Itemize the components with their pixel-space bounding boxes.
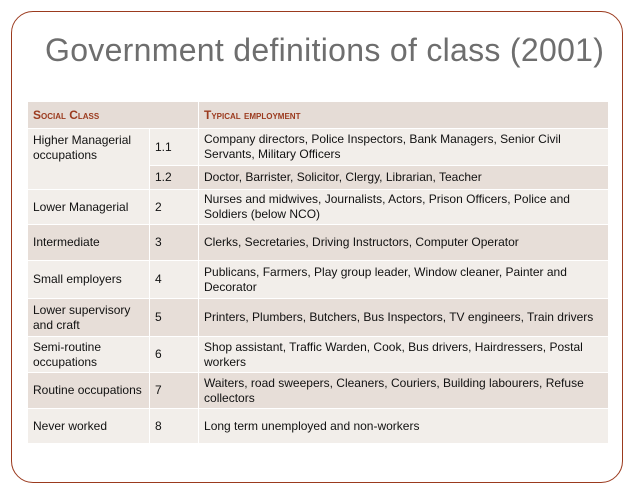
class-code-cell: 3 — [150, 225, 199, 261]
employment-cell: Doctor, Barrister, Solicitor, Clergy, Librarian, Teacher — [199, 166, 609, 190]
employment-cell: Company directors, Police Inspectors, Bank Managers, Senior Civil Servants, Military Officers — [199, 129, 609, 166]
class-code-cell: 6 — [150, 337, 199, 373]
table-row — [28, 373, 609, 409]
class-definitions-table — [27, 101, 609, 444]
table-row — [28, 261, 609, 299]
class-group-cell: Intermediate — [28, 225, 150, 261]
class-group-cell: Semi-routine occupations — [28, 337, 150, 373]
table-row — [28, 337, 609, 373]
class-group-cell: Higher Managerial occupations — [28, 129, 150, 190]
class-code-cell: 1.2 — [150, 166, 199, 190]
table-row — [28, 299, 609, 337]
class-code-cell: 1.1 — [150, 129, 199, 166]
employment-cell: Waiters, road sweepers, Cleaners, Couriers, Building labourers, Refuse collectors — [199, 373, 609, 409]
table-row — [28, 190, 609, 225]
class-group-cell: Never worked — [28, 409, 150, 444]
class-code-cell: 8 — [150, 409, 199, 444]
class-group-cell: Lower Managerial — [28, 190, 150, 225]
employment-cell: Nurses and midwives, Journalists, Actors, Prison Officers, Police and Soldiers (below NCO) — [199, 190, 609, 225]
employment-cell: Clerks, Secretaries, Driving Instructors, Computer Operator — [199, 225, 609, 261]
table-header-row — [28, 102, 609, 129]
class-code-cell: 2 — [150, 190, 199, 225]
table-row — [28, 129, 609, 166]
class-group-cell: Routine occupations — [28, 373, 150, 409]
class-code-cell: 5 — [150, 299, 199, 337]
employment-cell: Publicans, Farmers, Play group leader, Window cleaner, Painter and Decorator — [199, 261, 609, 299]
employment-cell: Printers, Plumbers, Butchers, Bus Inspectors, TV engineers, Train drivers — [199, 299, 609, 337]
header-social-class: Social Class — [28, 102, 199, 129]
employment-cell: Shop assistant, Traffic Warden, Cook, Bus drivers, Hairdressers, Postal workers — [199, 337, 609, 373]
class-group-cell: Lower supervisory and craft — [28, 299, 150, 337]
class-code-cell: 4 — [150, 261, 199, 299]
class-group-cell: Small employers — [28, 261, 150, 299]
employment-cell: Long term unemployed and non-workers — [199, 409, 609, 444]
header-typical-employment: Typical employment — [199, 102, 609, 129]
table-row — [28, 225, 609, 261]
class-code-cell: 7 — [150, 373, 199, 409]
slide-title: Government definitions of class (2001) — [45, 32, 605, 68]
table-row — [28, 409, 609, 444]
